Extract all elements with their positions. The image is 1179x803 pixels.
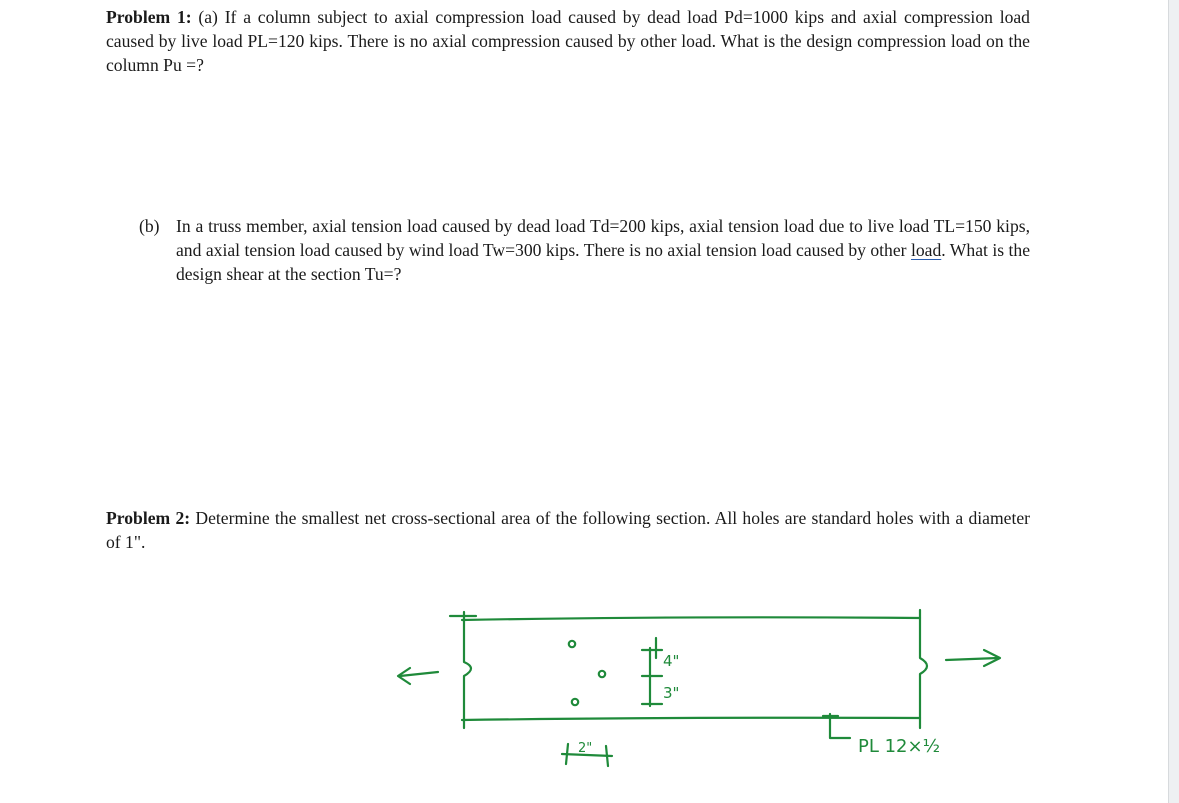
plate-label: PL 12×½ <box>858 736 941 757</box>
problem-1-part-a <box>106 5 1030 78</box>
problem-1-part-b <box>176 214 1030 287</box>
plate-label-group <box>823 714 940 757</box>
hole-1 <box>569 641 575 647</box>
problem-2 <box>106 506 1030 554</box>
problem-2-text: Determine the smallest net cross-sectional area of the following section. All holes are standard holes with a diameter of 1". <box>106 508 1030 553</box>
problem-1b-text: In a truss member, axial tension load caused by dead load Td=200 kips, axial tension load due to live load TL=150 kips, and axial tension load caused by wind load Tw=300 kips. There is no axial tension load caused by other <box>176 216 1030 261</box>
spelling-flag-word[interactable]: load <box>910 240 942 261</box>
page-gutter <box>1168 0 1179 803</box>
spacing-dimension <box>562 741 612 766</box>
hole-2 <box>599 671 605 677</box>
left-arrow <box>398 668 438 684</box>
dim-spacing-label: 2" <box>578 741 593 756</box>
dim-bottom-label: 3" <box>663 684 680 702</box>
right-arrow <box>946 650 1000 666</box>
problem-1a-text: (a) If a column subject to axial compression load caused by dead load Pd=1000 kips and axial compression load caused by live load PL=120 kips. There is no axial compression caused by other load. What is the design compression load on the column Pu =? <box>106 7 1030 76</box>
problem-1b-text-end: . What is the design shear at the section Tu=? <box>176 240 1031 285</box>
problem-1b-label: (b) <box>139 216 160 236</box>
problem-2-label: Problem 2: <box>106 508 191 528</box>
plate-outline <box>450 610 927 728</box>
bolt-holes <box>569 641 605 705</box>
hole-3 <box>572 699 578 705</box>
dim-top-label: 4" <box>663 652 680 670</box>
vertical-dimensions <box>642 638 679 706</box>
plate-sketch <box>380 596 1020 776</box>
problem-1-label: Problem 1: <box>106 7 192 27</box>
